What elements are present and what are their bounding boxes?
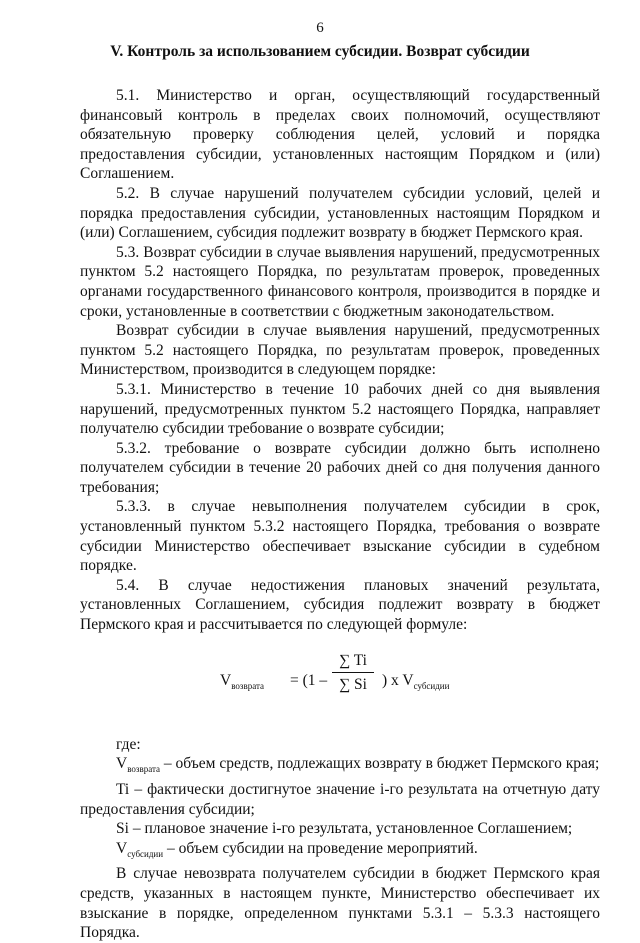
where-label: где: (116, 735, 141, 753)
definition-text: – плановое значение i-го результата, установленное Соглашением; (128, 820, 573, 838)
formula-fraction (330, 651, 376, 695)
definition-si (80, 819, 600, 839)
definition-v-subsidy (80, 839, 600, 865)
document-body (80, 86, 600, 943)
definition-symbol: Si (116, 820, 129, 838)
definition-symbol: V (116, 755, 128, 773)
definition-text: – объем средств, подлежащих возврату в бюджет Пермского края; (160, 755, 600, 773)
formula-lhs-subscript: возврата (231, 680, 264, 691)
paragraph-return-procedure: Возврат субсидии в случае выявления нарушений, предусмотренных пунктом 5.2 настоящего Порядка, по результатам проверок, проведенных Министерством, производится в следующем порядке: (80, 322, 600, 379)
formula-denominator: ∑ Si (339, 676, 367, 694)
return-formula (80, 645, 600, 729)
formula-equals: = (1 – (290, 671, 328, 689)
section-heading: V. Контроль за использованием субсидии. Возврат субсидии (110, 43, 530, 60)
definition-symbol: Ti (116, 780, 130, 798)
definition-symbol: V (116, 839, 128, 857)
paragraph-5-2: 5.2. В случае нарушений получателем субсидии условий, целей и порядка предоставления субсидии, установленных настоящим Порядком и (или) Соглашением, субсидия подлежит возврату в бюджет Пермского края. (80, 184, 600, 242)
formula-lhs-symbol: V (220, 671, 232, 689)
formula-lhs (220, 671, 264, 697)
formula-rhs-subscript: субсидии (413, 680, 450, 691)
definition-subscript: возврата (127, 764, 160, 775)
definition-v-return (80, 754, 600, 780)
formula-rhs (382, 671, 449, 697)
paragraph-5-3-1: 5.3.1. Министерство в течение 10 рабочих дней со дня выявления нарушений, предусмотренных пунктом 5.2 настоящего Порядка, направляет получателю субсидии требование о возврате субсидии; (80, 380, 600, 438)
paragraph-5-3: 5.3. Возврат субсидии в случае выявления нарушений, предусмотренных пунктом 5.2 настоящего Порядка, по результатам проверок, проведенных органами государственного финансового контроля, производится в порядке и сроки, установленные в соответствии с бюджетным законодательством. (80, 243, 600, 320)
definition-text: – объем субсидии на проведение мероприятий. (163, 839, 478, 857)
page-number: 6 (316, 20, 324, 36)
definition-ti (80, 780, 600, 819)
closing-paragraph: В случае невозврата получателем субсидии в бюджет Пермского края средств, указанных в настоящем пункте, Министерство обеспечивает их взыскание в порядке, определенном пунктами 5.3.1 – 5.3.3 настоящего Порядка. (80, 865, 600, 942)
paragraph-5-1: 5.1. Министерство и орган, осуществляющий государственный финансовый контроль в пределах своих полномочий, осуществляют обязательную проверку соблюдения целей, условий и порядка предоставления субсидии, установленных настоящим Порядком и (или) Соглашением. (80, 87, 600, 183)
paragraph-5-4: 5.4. В случае недостижения плановых значений результата, установленных Соглашением, субсидия подлежит возврату в бюджет Пермского края и рассчитывается по следующей формуле: (80, 576, 600, 634)
definition-text: – фактически достигнутое значение i-го результата на отчетную дату предоставления субсидии; (80, 780, 600, 818)
paragraph-5-3-2: 5.3.2. требование о возврате субсидии должно быть исполнено получателем субсидии в течение 20 рабочих дней со дня получения данного требования; (80, 439, 600, 496)
formula-rhs-symbol: ) x V (382, 671, 414, 689)
formula-numerator: ∑ Ti (339, 651, 367, 669)
paragraph-5-3-3: 5.3.3. в случае невыполнения получателем субсидии в срок, установленный пунктом 5.3.2 настоящего Порядка, требования о возврате субсидии Министерство обеспечивает взыскание субсидии в судебном порядке. (80, 498, 600, 575)
definition-subscript: субсидии (127, 848, 164, 859)
